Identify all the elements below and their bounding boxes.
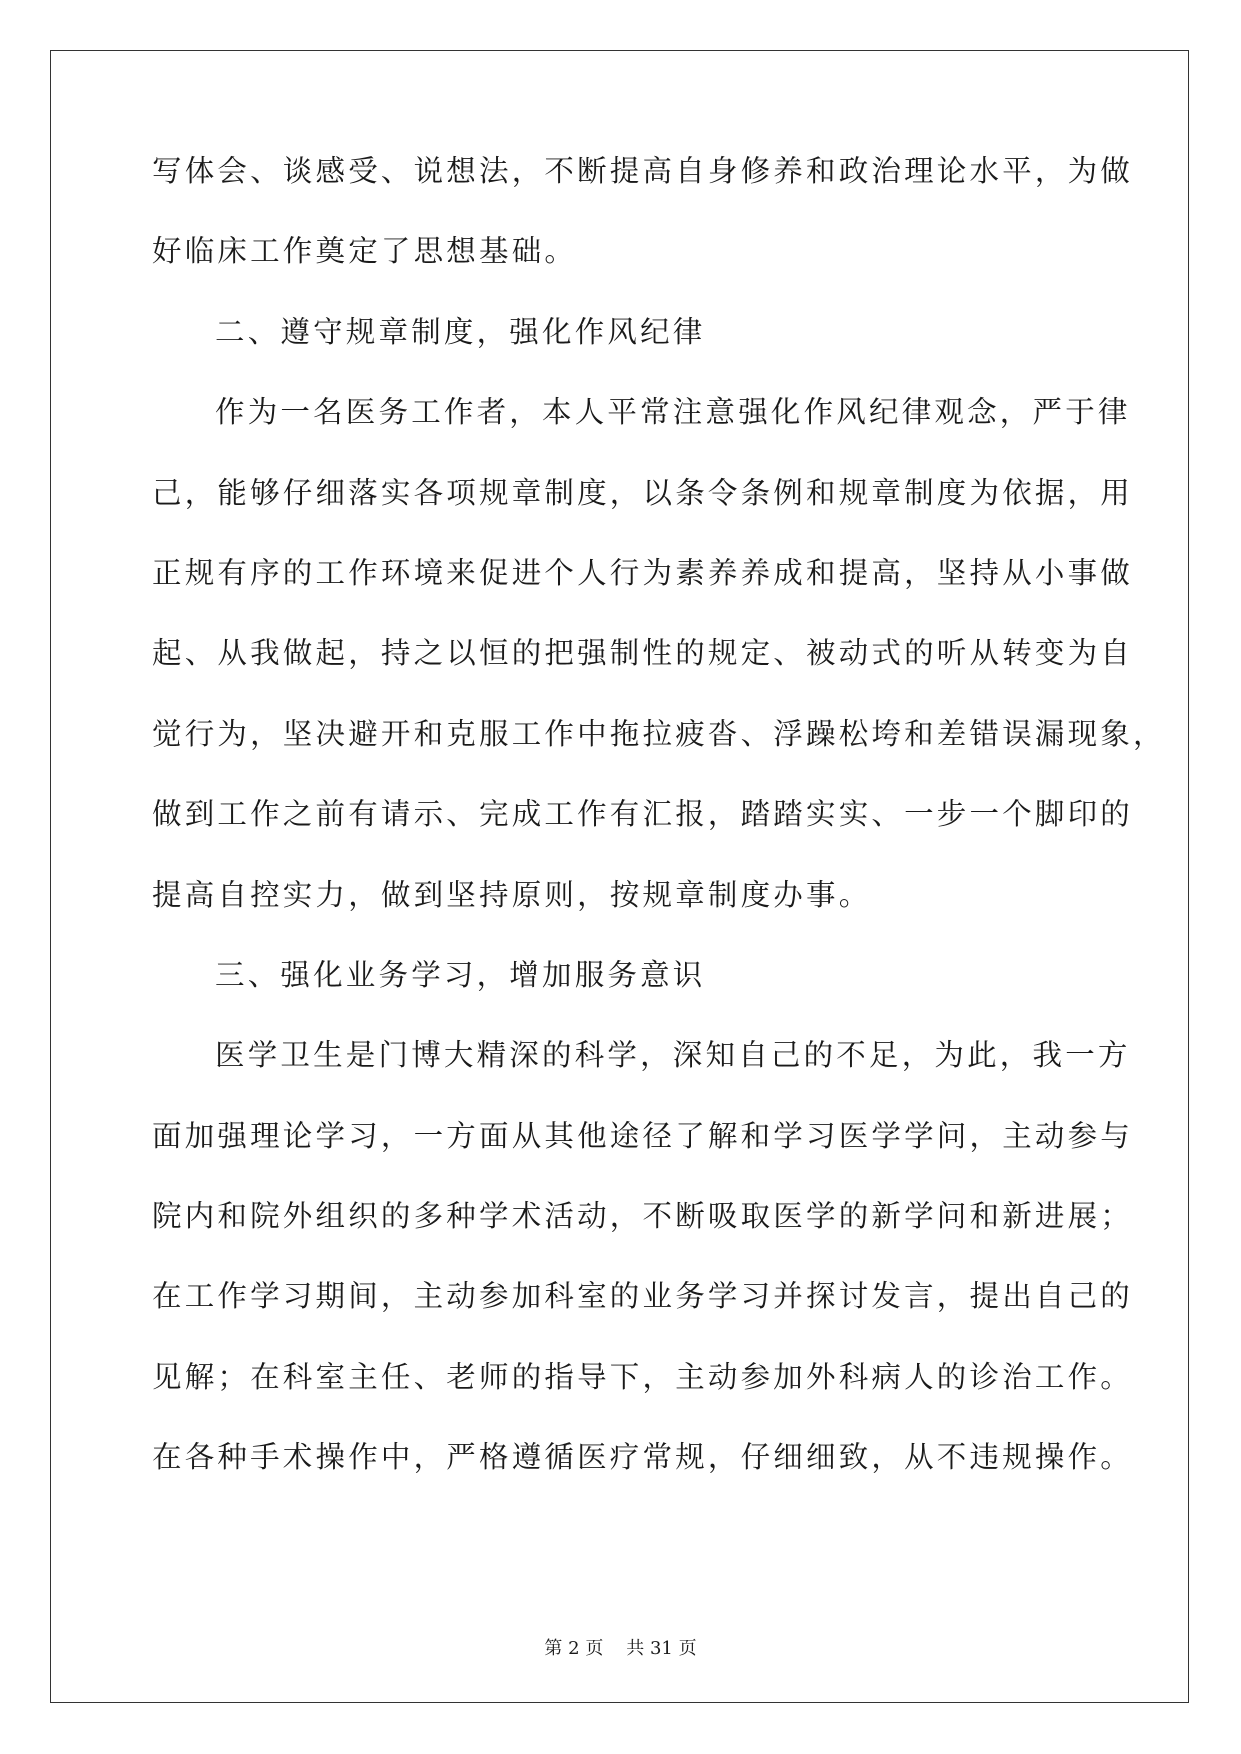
text-line: 觉行为，坚决避开和克服工作中拖拉疲沓、浮躁松垮和差错误漏现象，	[152, 716, 1166, 751]
page-number: 第 2 页	[544, 1638, 604, 1659]
paragraph-start: 作为一名医务工作者，本人平常注意强化作风纪律观念，严于律	[215, 395, 1131, 430]
text-line: 正规有序的工作环境来促进个人行为素养养成和提高，坚持从小事做	[152, 555, 1134, 590]
text-line: 提高自控实力，做到坚持原则，按规章制度办事。	[152, 877, 872, 912]
section-heading: 二、遵守规章制度，强化作风纪律	[215, 314, 706, 349]
paragraph-start: 医学卫生是门博大精深的科学，深知自己的不足，为此，我一方	[215, 1038, 1131, 1073]
page-footer	[0, 1634, 1241, 1660]
text-line: 写体会、谈感受、说想法，不断提高自身修养和政治理论水平，为做	[152, 154, 1134, 188]
text-line: 在工作学习期间，主动参加科室的业务学习并探讨发言，提出自己的	[152, 1279, 1134, 1314]
text-line: 己，能够仔细落实各项规章制度，以条令条例和规章制度为依据，用	[152, 475, 1134, 510]
section-heading: 三、强化业务学习，增加服务意识	[215, 957, 706, 992]
text-line: 起、从我做起，持之以恒的把强制性的规定、被动式的听从转变为自	[152, 636, 1134, 671]
text-line: 院内和院外组织的多种学术活动，不断吸取医学的新学问和新进展；	[152, 1199, 1134, 1234]
page-total: 共 31 页	[626, 1638, 697, 1659]
text-line: 面加强理论学习，一方面从其他途径了解和学习医学学问，主动参与	[152, 1118, 1134, 1153]
text-line: 见解；在科室主任、老师的指导下，主动参加外科病人的诊治工作。	[152, 1359, 1134, 1394]
text-line: 在各种手术操作中，严格遵循医疗常规，仔细细致，从不违规操作。	[152, 1440, 1134, 1475]
document-body	[152, 153, 1166, 1520]
text-line: 好临床工作奠定了思想基础。	[152, 234, 578, 269]
text-line: 做到工作之前有请示、完成工作有汇报，踏踏实实、一步一个脚印的	[152, 797, 1134, 832]
